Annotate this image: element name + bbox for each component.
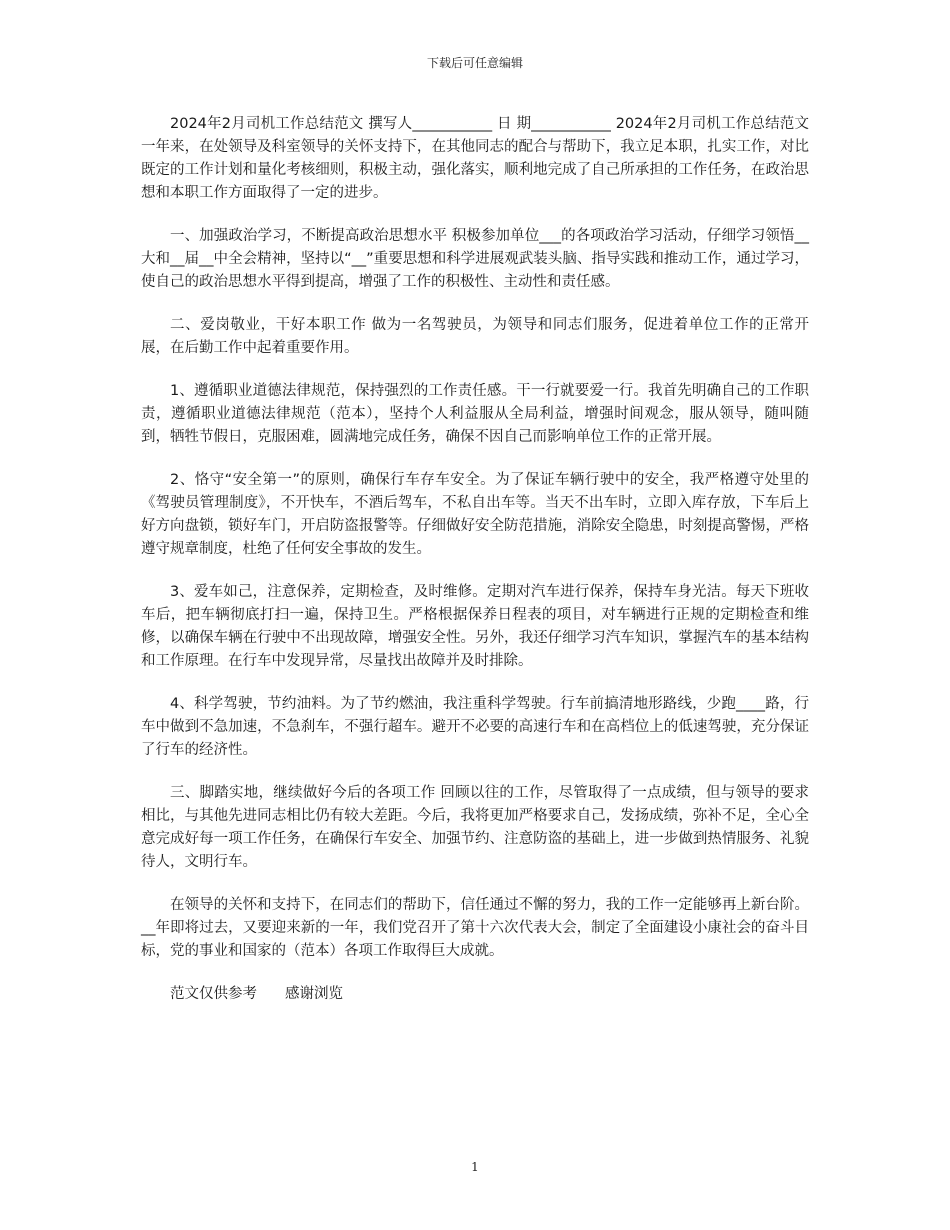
footer-note-right: 感谢浏览 [285, 986, 343, 1002]
paragraph-fuel-saving: 4、科学驾驶，节约油料。为了节约燃油，我注重科学驾驶。行车前搞清地形路线，少跑____路，行车中做到不急加速，不急刹车，不强行超车。避开不必要的高速行车和在高档位上的低速驾驶，充分保证了行车的经济性。 [141, 696, 809, 758]
paragraph-future-work: 三、脚踏实地，继续做好今后的各项工作 回顾以往的工作，尽管取得了一点成绩，但与领导的要求相比，与其他先进同志相比仍有较大差距。今后，我将更加严格要求自己，发扬成绩，弥补不足，全心全意完成好每一项工作任务，在确保行车安全、加强节约、注意防盗的基础上，进一步做到热情服务、礼貌待人，文明行车。 [141, 785, 809, 870]
footer-note-left: 范文仅供参考 [170, 986, 257, 1002]
paragraph-title-intro: 2024年2月司机工作总结范文 撰写人___________ 日 期___________ 2024年2月司机工作总结范文 一年来，在处领导及科室领导的关怀支持下，在其他同志的配合与帮助下，我立足本职，扎实工作，对比既定的工作计划和量化考核细则，积极主动，强化落实，顺利地完成了自己所承担的工作任务，在政治思想和本职工作方面取得了一定的进步。 [141, 116, 809, 201]
paragraph-dedication: 二、爱岗敬业，干好本职工作 做为一名驾驶员，为领导和同志们服务，促进着单位工作的正常开展，在后勤工作中起着重要作用。 [141, 317, 809, 356]
paragraph-safety: 2、恪守“安全第一”的原则，确保行车存车安全。为了保证车辆行驶中的安全，我严格遵守处里的《驾驶员管理制度》，不开快车，不酒后驾车，不私自出车等。当天不出车时，立即入库存放，下车后上好方向盘锁，锁好车门，开启防盗报警等。仔细做好安全防范措施，消除安全隐患，时刻提高警惕，严格遵守规章制度，杜绝了任何安全事故的发生。 [141, 472, 809, 557]
paragraph-maintenance: 3、爱车如己，注意保养，定期检查，及时维修。定期对汽车进行保养，保持车身光洁。每天下班收车后，把车辆彻底打扫一遍，保持卫生。严格根据保养日程表的项目，对车辆进行正规的定期检查和维修，以确保车辆在行驶中不出现故障，增强安全性。另外，我还仔细学习汽车知识，掌握汽车的基本结构和工作原理。在行车中发现异常，尽量找出故障并及时排除。 [141, 584, 809, 669]
footer-note [141, 983, 809, 1006]
paragraph-conclusion: 在领导的关怀和支持下，在同志们的帮助下，信任通过不懈的努力，我的工作一定能够再上新台阶。__年即将过去，又要迎来新的一年，我们党召开了第十六次代表大会，制定了全面建设小康社会的奋斗目标，党的事业和国家的（范本）各项工作取得巨大成就。 [141, 897, 809, 959]
paragraph-political-study: 一、加强政治学习，不断提高政治思想水平 积极参加单位___的各项政治学习活动，仔细学习领悟__大和__届__中全会精神，坚持以“__”重要思想和科学进展观武装头脑、指导实践和推动工作，通过学习，使自己的政治思想水平得到提高，增强了工作的积极性、主动性和责任感。 [141, 228, 809, 290]
document-body [141, 113, 809, 1026]
header-note: 下载后可任意编辑 [426, 56, 523, 70]
paragraph-ethics: 1、遵循职业道德法律规范，保持强烈的工作责任感。干一行就要爱一行。我首先明确自己的工作职责，遵循职业道德法律规范（范本），坚持个人利益服从全局利益，增强时间观念，服从领导，随叫随到，牺牲节假日，克服困难，圆满地完成任务，确保不因自己而影响单位工作的正常开展。 [141, 383, 809, 445]
page-number: 1 [471, 1160, 479, 1174]
